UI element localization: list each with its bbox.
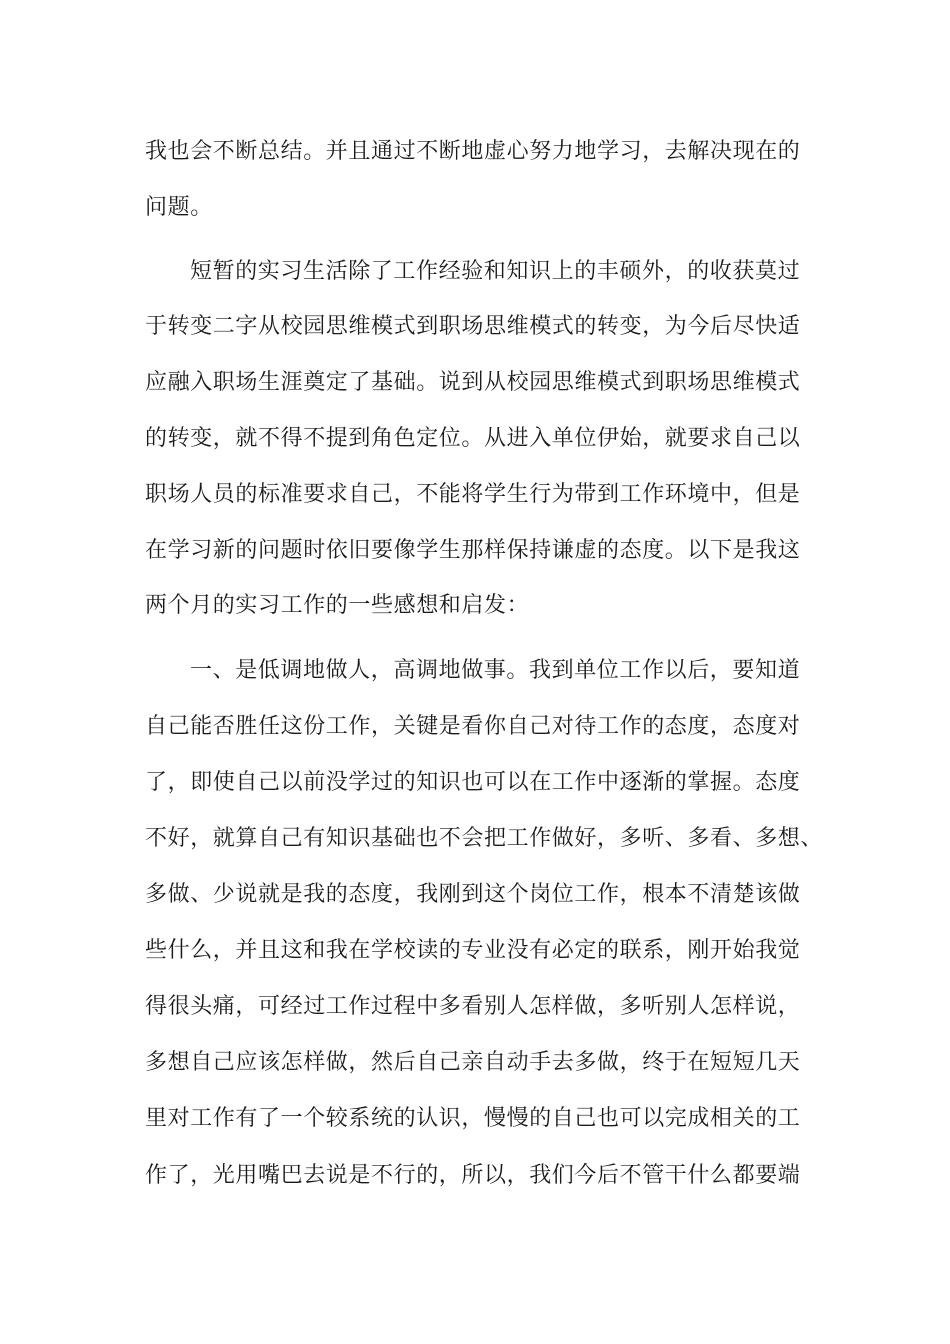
text-line: 不好，就算自己有知识基础也不会把工作做好，多听、多看、多想、 bbox=[145, 826, 824, 851]
text-line: 多想自己应该怎样做，然后自己亲自动手去多做，终于在短短几天 bbox=[145, 1050, 801, 1075]
paragraph-first-line: 短暂的实习生活除了工作经验和知识上的丰硕外，的收获莫过 bbox=[190, 259, 801, 284]
text-line: 于转变二字从校园思维模式到职场思维模式的转变，为今后尽快适 bbox=[145, 314, 801, 339]
text-line: 作了，光用嘴巴去说是不行的，所以，我们今后不管干什么都要端 bbox=[145, 1163, 801, 1188]
text-line: 在学习新的问题时依旧要像学生那样保持谦虚的态度。以下是我这 bbox=[145, 538, 801, 563]
text-line: 应融入职场生涯奠定了基础。说到从校园思维模式到职场思维模式 bbox=[145, 370, 801, 395]
text-line: 多做、少说就是我的态度，我刚到这个岗位工作，根本不清楚该做 bbox=[145, 882, 801, 907]
text-line: 职场人员的标准要求自己，不能将学生行为带到工作环境中，但是 bbox=[145, 482, 801, 507]
text-line: 我也会不断总结。并且通过不断地虚心努力地学习，去解决现在的 bbox=[145, 139, 801, 164]
text-line: 问题。 bbox=[145, 195, 213, 220]
text-line: 的转变，就不得不提到角色定位。从进入单位伊始，就要求自己以 bbox=[145, 426, 801, 451]
text-line: 里对工作有了一个较系统的认识，慢慢的自己也可以完成相关的工 bbox=[145, 1106, 801, 1131]
text-line: 自己能否胜任这份工作，关键是看你自己对待工作的态度，态度对 bbox=[145, 714, 801, 739]
text-line: 了，即使自己以前没学过的知识也可以在工作中逐渐的掌握。态度 bbox=[145, 770, 801, 795]
text-line: 两个月的实习工作的一些感想和启发： bbox=[145, 593, 530, 618]
paragraph-first-line: 一、是低调地做人，高调地做事。我到单位工作以后，要知道 bbox=[190, 658, 801, 683]
text-line: 得很头痛，可经过工作过程中多看别人怎样做，多听别人怎样说， bbox=[145, 994, 801, 1019]
text-line: 些什么，并且这和我在学校读的专业没有必定的联系，刚开始我觉 bbox=[145, 938, 801, 963]
